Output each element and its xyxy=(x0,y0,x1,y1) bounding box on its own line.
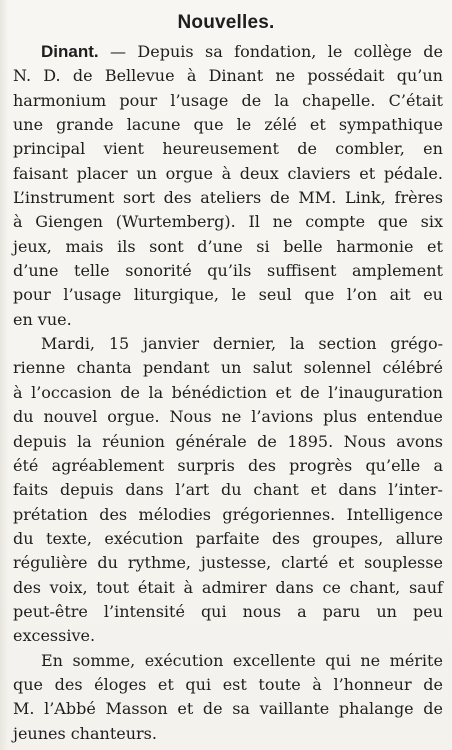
word: dans xyxy=(125,480,164,500)
word: Depuis xyxy=(137,42,194,61)
word: harmonie xyxy=(336,236,414,256)
word: depuis xyxy=(59,480,114,500)
text-line xyxy=(13,600,443,624)
word: Intelligence xyxy=(346,504,443,524)
word: de xyxy=(257,431,277,451)
word: à xyxy=(13,382,23,402)
text-line xyxy=(13,283,443,307)
word: combler, xyxy=(335,139,405,159)
word: la xyxy=(289,334,305,354)
word: (Wurtemberg). xyxy=(115,212,236,232)
word: excessive. xyxy=(13,626,96,646)
word: Link, xyxy=(345,188,386,208)
word: amplement xyxy=(352,261,443,281)
word: surpris xyxy=(177,455,235,475)
word: un xyxy=(220,358,242,378)
word: réunion xyxy=(102,431,165,451)
word: solennel xyxy=(303,358,372,378)
word: prétation xyxy=(13,504,88,524)
word: six xyxy=(420,212,443,232)
word: possédait xyxy=(307,66,385,86)
word: N. xyxy=(13,66,32,86)
word: peut-être xyxy=(13,601,88,621)
word: M. xyxy=(13,699,35,719)
word: deux xyxy=(239,163,279,183)
text-line xyxy=(13,186,443,210)
word: fondation, xyxy=(234,42,317,61)
word: et xyxy=(338,553,355,573)
word: collège xyxy=(353,42,412,61)
word: groupes, xyxy=(312,528,384,548)
word: à xyxy=(186,66,197,86)
word: section xyxy=(318,334,377,354)
word: du xyxy=(13,407,34,427)
word: été xyxy=(13,455,39,475)
word: Nous xyxy=(343,431,386,451)
word: paru xyxy=(322,601,361,621)
word: et xyxy=(310,480,327,500)
text-line xyxy=(13,64,443,88)
word: placer xyxy=(76,163,128,183)
article-body xyxy=(13,40,443,746)
word: pédale. xyxy=(383,163,443,183)
word: qu’un xyxy=(396,66,443,86)
word: qui xyxy=(200,601,227,621)
word: harmonium xyxy=(13,90,107,110)
word: l’usage xyxy=(170,90,229,110)
word: eu xyxy=(423,285,443,305)
word: MM. xyxy=(298,188,337,208)
word: nouvel xyxy=(43,407,98,427)
word: à xyxy=(221,163,232,183)
word: frères xyxy=(394,188,443,208)
word: est xyxy=(222,674,247,694)
word: Giengen xyxy=(35,212,103,232)
text-line xyxy=(13,673,443,697)
word: le xyxy=(327,42,343,61)
word: texte, xyxy=(46,528,92,548)
word: vient xyxy=(103,139,144,159)
lead-word: Dinant. xyxy=(41,42,99,61)
word: plus xyxy=(323,407,358,427)
word: telle xyxy=(74,261,110,281)
word: qu’ils xyxy=(207,261,252,281)
word: chanta xyxy=(76,358,132,378)
word: entendue xyxy=(366,407,443,427)
word: grégo- xyxy=(390,334,443,354)
word: justesse, xyxy=(200,553,272,573)
word: un xyxy=(376,601,397,621)
word: que xyxy=(377,212,408,232)
text-line xyxy=(13,551,443,575)
word: janvier xyxy=(143,334,200,354)
word: de xyxy=(297,139,317,159)
word: somme, xyxy=(72,650,136,670)
word: C’était xyxy=(388,90,443,110)
text-line xyxy=(13,259,443,283)
word: des xyxy=(248,455,276,475)
text-line xyxy=(13,235,443,259)
text-line xyxy=(13,722,443,746)
word: orgue xyxy=(165,163,213,183)
word: à xyxy=(312,674,322,694)
word: a xyxy=(297,601,307,621)
word: du xyxy=(221,480,242,500)
word: Nous xyxy=(169,407,212,427)
word: compte xyxy=(305,212,366,232)
text-line xyxy=(13,503,443,527)
word: l’usage xyxy=(63,285,122,305)
word: de xyxy=(241,90,262,110)
word: mais xyxy=(65,236,104,256)
word: salut xyxy=(252,358,293,378)
text-line xyxy=(13,478,443,502)
word: sa xyxy=(232,699,250,719)
word: suffisent xyxy=(266,261,337,281)
word: ne xyxy=(360,650,381,670)
word: exécution xyxy=(144,650,224,670)
word: faisant xyxy=(13,163,69,183)
word: du xyxy=(97,553,118,573)
word: progrès xyxy=(289,455,353,475)
word: qui xyxy=(325,650,351,670)
word: rythme, xyxy=(127,553,191,573)
word: la xyxy=(77,431,92,451)
word: allure xyxy=(395,528,443,548)
word: l’Abbé xyxy=(44,699,96,719)
word: depuis xyxy=(13,431,67,451)
text-line xyxy=(13,89,443,113)
word: célébré xyxy=(382,358,443,378)
word: toute xyxy=(258,674,301,694)
text-line xyxy=(13,308,443,332)
word: sympathique xyxy=(338,115,443,135)
word: liturgique, xyxy=(133,285,219,305)
word: d’une xyxy=(197,236,243,256)
word: pendant xyxy=(142,358,210,378)
word: de xyxy=(423,674,443,694)
word: peu xyxy=(412,601,443,621)
word: et xyxy=(275,382,292,402)
word: exécution xyxy=(104,528,184,548)
word: et xyxy=(157,674,174,694)
text-line xyxy=(13,624,443,648)
word: d’une xyxy=(13,261,59,281)
word: de xyxy=(269,188,290,208)
word: mélodies xyxy=(138,504,211,524)
word: excellente xyxy=(232,650,316,670)
word: et xyxy=(177,699,194,719)
text-line xyxy=(13,162,443,186)
word: admirer xyxy=(201,577,267,597)
word: grégoriennes. xyxy=(222,504,336,524)
text-line xyxy=(13,332,443,356)
word: de xyxy=(299,382,320,402)
word: un xyxy=(136,163,157,183)
text-line xyxy=(13,649,443,673)
word: que xyxy=(13,674,44,694)
word: En xyxy=(41,650,63,670)
word: dans xyxy=(338,480,377,500)
word: parfaite xyxy=(195,528,260,548)
page-gutter-shadow xyxy=(0,0,8,750)
word: ne xyxy=(221,407,242,427)
word: sont xyxy=(149,236,184,256)
word: des xyxy=(272,528,300,548)
word: voix, xyxy=(49,577,88,597)
word: des xyxy=(54,674,83,694)
word: pour xyxy=(119,90,158,110)
text-line xyxy=(13,210,443,234)
text-line xyxy=(13,356,443,380)
word: a xyxy=(433,455,443,475)
word: sonorité xyxy=(125,261,192,281)
word: dernier, xyxy=(212,334,277,354)
word: claviers xyxy=(287,163,351,183)
word: ne xyxy=(272,212,293,232)
word: dans xyxy=(275,577,314,597)
word: et xyxy=(359,163,376,183)
word: le xyxy=(236,115,252,135)
word: l’inauguration xyxy=(328,382,443,402)
word: rienne xyxy=(13,358,66,378)
word: et xyxy=(309,115,326,135)
word: L’instrument xyxy=(13,188,115,208)
word: lacune xyxy=(126,115,181,135)
word: l’honneur xyxy=(333,674,412,694)
word: l’inter- xyxy=(388,480,443,500)
word: Masson xyxy=(105,699,168,719)
word: heureusement xyxy=(162,139,279,159)
word: chapelle. xyxy=(302,90,376,110)
word: ils xyxy=(117,236,136,256)
word: principal xyxy=(13,139,86,159)
word: à xyxy=(13,212,23,232)
word: ait xyxy=(389,285,411,305)
word: générale xyxy=(175,431,247,451)
word: de xyxy=(120,382,140,402)
word: l’intensité xyxy=(103,601,185,621)
word: Il xyxy=(248,212,260,232)
word: l’avions xyxy=(251,407,314,427)
word: régulière xyxy=(13,553,88,573)
word: des xyxy=(99,504,128,524)
word: tout xyxy=(96,577,130,597)
word: éloges xyxy=(94,674,147,694)
word: faits xyxy=(13,480,49,500)
word: agréablement xyxy=(51,455,165,475)
word: Dinant xyxy=(208,66,264,86)
text-line xyxy=(13,527,443,551)
word: Mardi, xyxy=(41,334,96,354)
word: l’occasion xyxy=(31,382,112,402)
word: que xyxy=(304,285,335,305)
text-line xyxy=(13,405,443,429)
word: en xyxy=(423,139,443,159)
word: que xyxy=(193,115,224,135)
word: qui xyxy=(185,674,212,694)
word: et xyxy=(427,236,443,256)
text-line xyxy=(13,576,443,600)
word: seul xyxy=(258,285,292,305)
word: si xyxy=(256,236,270,256)
word: nous xyxy=(242,601,282,621)
word: clarté xyxy=(281,553,329,573)
word: qu’elle xyxy=(365,455,421,475)
word: bénédiction xyxy=(171,382,267,402)
word: à xyxy=(183,577,194,597)
word: avons xyxy=(396,431,443,451)
word: sort xyxy=(122,188,155,208)
word: belle xyxy=(283,236,323,256)
word: grande xyxy=(56,115,114,135)
text-line xyxy=(13,697,443,721)
word: phalange xyxy=(338,699,414,719)
text-line xyxy=(13,137,443,161)
word: vue. xyxy=(37,309,72,329)
word: l’on xyxy=(346,285,378,305)
word: de xyxy=(202,699,223,719)
word: des xyxy=(13,577,41,597)
word: vaillante xyxy=(259,699,330,719)
word: chant xyxy=(253,480,299,500)
word: le xyxy=(231,285,247,305)
word: chanteurs. xyxy=(70,723,157,743)
word: sauf xyxy=(408,577,443,597)
page-title: Nouvelles. xyxy=(177,12,275,33)
word: l’art xyxy=(175,480,210,500)
word: du xyxy=(13,528,34,548)
word: zélé xyxy=(264,115,297,135)
word: des xyxy=(163,188,192,208)
word: en xyxy=(13,309,33,329)
word: jeux, xyxy=(13,236,52,256)
word: pour xyxy=(13,285,51,305)
word: de xyxy=(423,699,443,719)
word: jeunes xyxy=(13,723,66,743)
word: de xyxy=(423,42,443,61)
word: une xyxy=(13,115,44,135)
word: sa xyxy=(205,42,223,61)
word: chant, xyxy=(349,577,401,597)
text-line xyxy=(13,40,443,64)
word: la xyxy=(274,90,289,110)
text-line xyxy=(13,430,443,454)
word: 1895. xyxy=(287,431,334,451)
word: Bellevue xyxy=(104,66,175,86)
word: orgue. xyxy=(107,407,160,427)
word: D. xyxy=(43,66,61,86)
text-line xyxy=(13,113,443,137)
word: souplesse xyxy=(364,553,443,573)
word: ne xyxy=(275,66,296,86)
word: 15 xyxy=(108,334,130,354)
word: ce xyxy=(322,577,341,597)
word: de xyxy=(72,66,93,86)
word: ateliers xyxy=(200,188,262,208)
text-line xyxy=(13,381,443,405)
word: était xyxy=(137,577,175,597)
word: — xyxy=(110,42,127,61)
text-line xyxy=(13,454,443,478)
word: la xyxy=(148,382,164,402)
word: mérite xyxy=(389,650,443,670)
